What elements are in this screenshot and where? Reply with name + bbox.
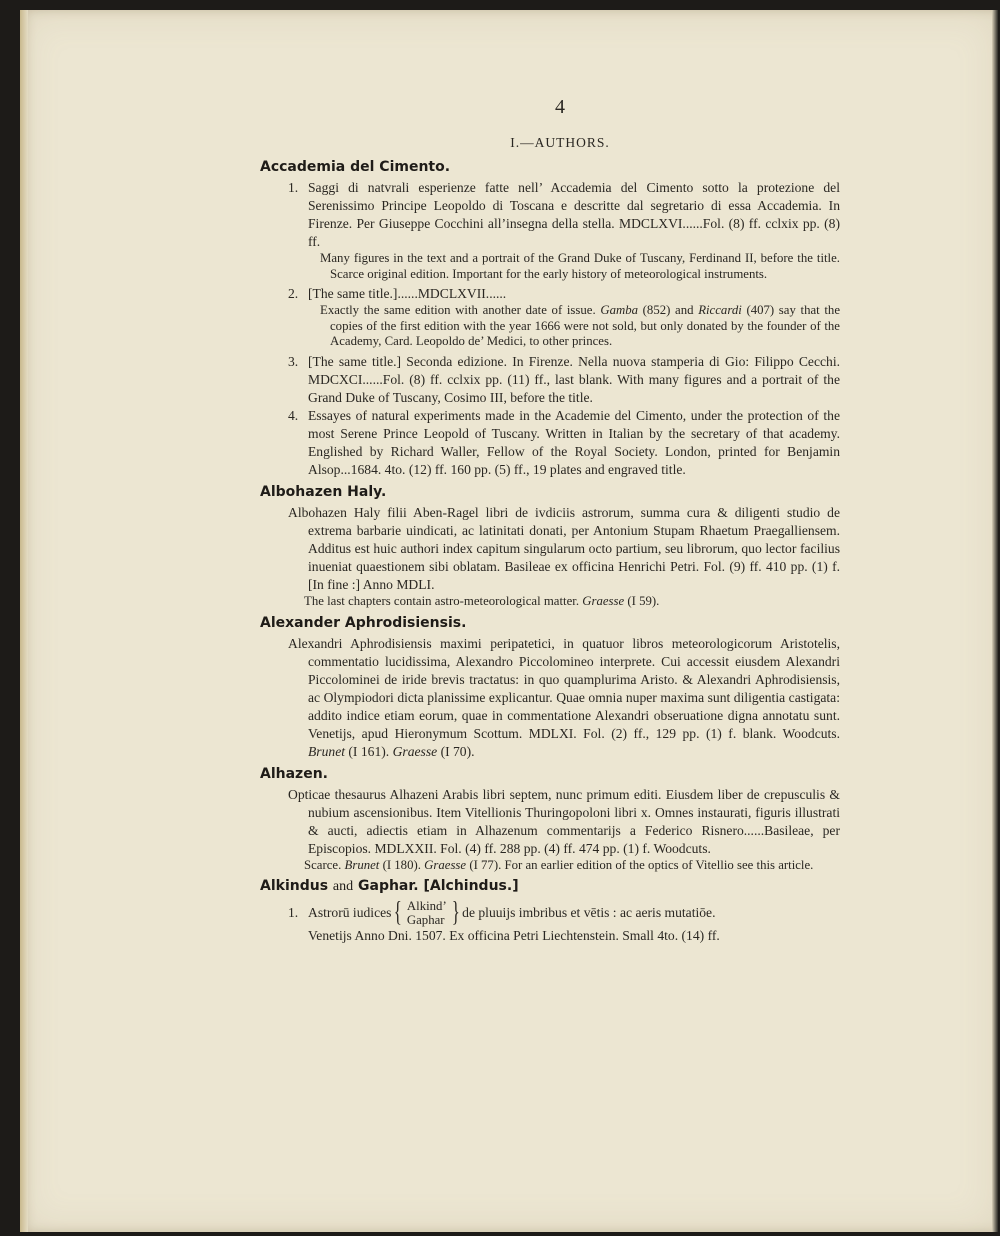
note-cimento-2	[260, 303, 840, 350]
reference-text: (I 161).	[348, 743, 390, 759]
reference-gamba: Gamba	[600, 303, 639, 318]
reference-text: (I 70).	[440, 743, 475, 759]
entry-text: Alexandri Aphrodisiensis maximi peripatetici, in quatuor libros meteorologicorum Aristotelis, commentatio lucidissima, Alexandro Piccolomineo interprete. Cui accessit eiusdem Alexandri Piccolominei de iride brevis tractatus: in quo quamplurima Aristo. & Alexandri Aphrodisiensis, ac Olympiodori dicta planissime explicantur. Quae omnia nuper maxima sunt diligentia castigata: addito indice etiam eorum, quae in commentatione Alexandri obseruatione digna annotatu sunt. Venetijs, apud Hieronymum Scottum. MDLXI. Fol. (2) ff., 129 pp. (1) f. blank. Woodcuts.	[288, 635, 840, 741]
entry-number: 3.	[288, 353, 299, 369]
left-brace-icon: {	[394, 897, 403, 929]
page-number: 4	[555, 96, 565, 118]
note-text: (852) and	[642, 303, 694, 318]
page-content	[260, 98, 840, 945]
author-heading-albohazen: Albohazen Haly.	[260, 483, 387, 500]
brace-stack	[405, 899, 449, 927]
author-heading-cimento: Accademia del Cimento.	[260, 159, 451, 175]
entry-alkindus-1-continuation: Venetijs Anno Dni. 1507. Ex officina Petri Liechtenstein. Small 4to. (14) ff.	[308, 928, 720, 944]
entry-text: Essayes of natural experiments made in the Academie del Cimento, under the protection of the most Serene Prince Leopold of Tuscany. Written in Italian by the secretary of that academy. Englished by Richard Waller, Fellow of the Royal Society. London, printed for Benjamin Alsop...1684. 4to. (12) ff. 160 pp. (5) ff., 19 plates and engraved title.	[308, 407, 840, 477]
note-alhazen	[260, 858, 840, 874]
note-text: Exactly the same edition with another date of issue.	[320, 303, 596, 318]
heading-part: Gaphar.	[358, 878, 419, 895]
note-text: Scarce.	[304, 857, 342, 872]
entry-number: 2.	[288, 286, 299, 302]
entry-cimento-4	[240, 407, 840, 479]
reference-brunet: Brunet	[344, 857, 380, 872]
page-binding-edge	[20, 10, 28, 1232]
note-cimento-1: Many figures in the text and a portrait of the Grand Duke of Tuscany, Ferdinand II, before the title. Scarce original edition. Important for the early history of meteorological instruments.	[320, 251, 840, 281]
reference-graesse: Graesse	[392, 743, 438, 759]
entry-text: [The same title.] Seconda edizione. In Firenze. Nella nuova stamperia di Gio: Filippo Cecchi. MDCXCI......Fol. (8) ff. cclxix pp. (11) ff., last blank. With many figures and a portrait of the Grand Duke of Tuscany, Cosimo III, before the title.	[308, 353, 840, 405]
entry-number: 1.	[288, 180, 299, 195]
reference-graesse: Graesse	[424, 857, 467, 872]
entry-text: Astrorū iudices	[308, 905, 392, 921]
heading-conjunction: and	[332, 879, 354, 895]
entry-alexander	[260, 635, 840, 761]
heading-part: Alkindus	[260, 878, 329, 895]
heading-part: [Alchindus.]	[423, 878, 519, 895]
note-text: The last chapters contain astro-meteorological matter.	[304, 593, 580, 608]
entry-alkindus-1	[260, 899, 840, 927]
page-right-edge	[992, 10, 998, 1232]
note-text: (407) say that the copies of the first edition with the year 1666 were not sold, but only donated by the founder of the Academy, Card. Leopoldo de’ Medici, to other princes.	[330, 303, 840, 349]
note-text: (I 77). For an earlier edition of the optics of Vitellio see this article.	[469, 857, 814, 872]
reference-brunet: Brunet	[308, 743, 345, 759]
reference-graesse: Graesse	[582, 593, 625, 608]
entry-albohazen: Albohazen Haly filii Aben-Ragel libri de ivdiciis astrorum, summa cura & diligenti studio de extrema barbarie uindicati, ac latinitati donati, per Antonium Stupam Rhaetum Praegalliensem. Additus est huic authori index capitum singularum octo partium, seu librorum, quo lector facilius inueniat quaestionem sibi oblatam. Basileae ex officina Henrichi Petri. Fol. (9) ff. 410 pp. (1) f. [In fine :] Anno MDLI.	[288, 504, 840, 592]
entry-text: [The same title.]......MDCLXVII......	[308, 286, 507, 302]
entry-text: de pluuijs imbribus et vētis : ac aeris mutatiōe.	[462, 905, 716, 921]
entry-number: 1.	[288, 905, 299, 921]
right-brace-icon: }	[451, 897, 460, 929]
note-albohazen	[260, 594, 840, 610]
entry-number: 4.	[288, 407, 299, 423]
book-page	[20, 10, 998, 1232]
section-title: I.—AUTHORS.	[510, 135, 610, 150]
author-heading-alexander: Alexander Aphrodisiensis.	[260, 614, 467, 631]
author-heading-alhazen: Alhazen.	[260, 765, 328, 782]
entry-text: Saggi di natvrali esperienze fatte nell’ Accademia del Cimento sotto la protezione del Serenissimo Principe Leopoldo di Toscana e descritte dal segretario di essa Accademia. In Firenze. Per Giuseppe Cocchini all’insegna della stella. MDCLXVI......Fol. (8) ff. cclxix pp. (8) ff.	[308, 180, 840, 249]
entry-cimento-3	[240, 353, 840, 407]
entry-alhazen: Opticae thesaurus Alhazeni Arabis libri septem, nunc primum editi. Eiusdem liber de crepusculis & nubium ascensionibus. Item Vitellionis Thuringopoloni libri x. Omnes instaurati, figuris illustrati & aucti, adiectis etiam in Alhazenum commentarijs a Federico Risnero......Basileae, per Episcopios. MDLXXII. Fol. (4) ff. 288 pp. (4) ff. 474 pp. (1) f. Woodcuts.	[288, 786, 840, 856]
note-text: (I 180).	[382, 857, 421, 872]
note-text: (I 59).	[627, 593, 660, 608]
entry-cimento-2	[240, 285, 840, 303]
brace-bottom-text: Gaphar	[406, 913, 445, 928]
author-heading-alkindus	[260, 877, 840, 896]
reference-riccardi: Riccardi	[698, 303, 742, 318]
entry-cimento-1	[240, 179, 840, 251]
brace-top-text: Alkind’	[406, 899, 447, 914]
